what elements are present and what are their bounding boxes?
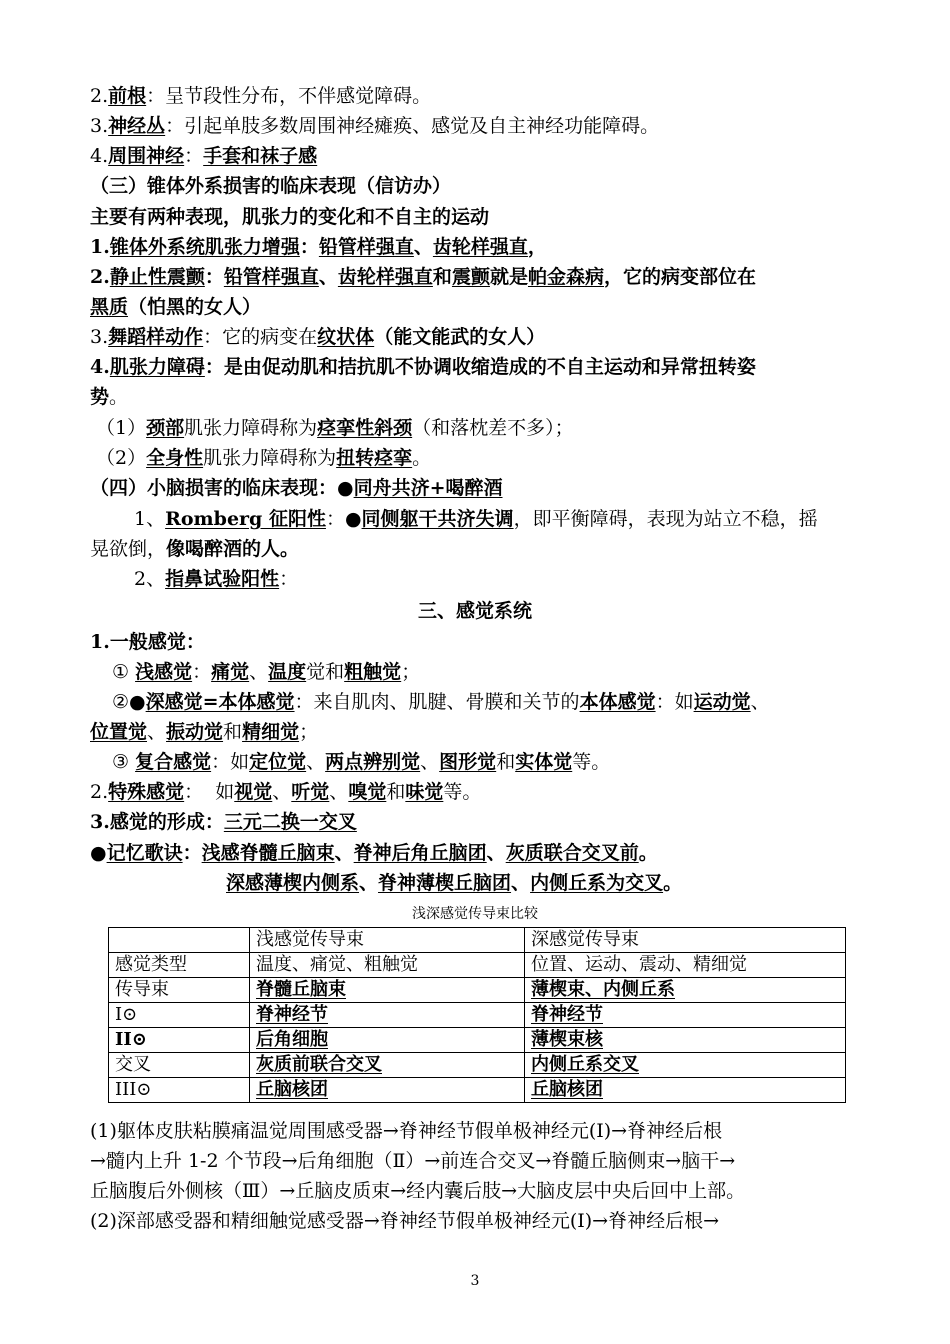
line-dystonia-cont: 势。 <box>90 386 129 408</box>
table-cell: 脊神经节 <box>250 1003 525 1028</box>
term: 神经丛 <box>108 115 166 137</box>
table-row <box>109 978 846 1003</box>
term: 手套和袜子感 <box>203 145 318 167</box>
table-header-cell <box>109 928 250 953</box>
line-resting-tremor: 2.静止性震颤：铅管样强直、齿轮样强直和震颤就是帕金森病，它的病变部位在 <box>90 266 756 288</box>
table-cell: 薄楔束、内侧丘系 <box>525 978 846 1003</box>
table-cell: 感觉类型 <box>109 953 250 978</box>
table-cell: II⊙ <box>109 1028 250 1053</box>
line-dystonia: 4.肌张力障碍：是由促动肌和拮抗肌不协调收缩造成的不自主运动和异常扭转姿 <box>90 356 756 378</box>
paragraph-line: (2)深部感受器和精细触觉感受器→脊神经节假单极神经元(I)→脊神经后根→ <box>90 1210 720 1232</box>
table-cell: 内侧丘系交叉 <box>525 1053 846 1078</box>
line-torticollis: （1）颈部肌张力障碍称为痉挛性斜颈（和落枕差不多）； <box>96 417 574 439</box>
line-special-sensation: 2.特殊感觉： 如视觉、听觉、嗅觉和味觉等。 <box>90 781 482 803</box>
line-romberg: 1、Romberg 征阳性：●同侧躯干共济失调，即平衡障碍，表现为站立不稳，摇 <box>134 508 818 530</box>
table-cell: 薄楔束核 <box>525 1028 846 1053</box>
table-header-cell: 深感觉传导束 <box>525 928 846 953</box>
table-cell: 传导束 <box>109 978 250 1003</box>
table-cell: 脊髓丘脑束 <box>250 978 525 1003</box>
table-row <box>109 1028 846 1053</box>
line-deep-cont: 位置觉、振动觉和精细觉； <box>90 721 319 743</box>
section-heading-cerebellum: （四）小脑损害的临床表现：●同舟共济+喝醉酒 <box>90 477 503 499</box>
page-number: 3 <box>470 1273 480 1289</box>
table-cell: III⊙ <box>109 1078 250 1103</box>
table-row <box>109 1078 846 1103</box>
section-heading-extrapyramidal: （三）锥体外系损害的临床表现（信访办） <box>90 175 452 197</box>
line-peripheral-nerve: 4.周围神经：手套和袜子感 <box>90 145 318 167</box>
term: 周围神经 <box>108 145 185 167</box>
line-compound: ③ 复合感觉：如定位觉、两点辨别觉、图形觉和实体觉等。 <box>112 751 611 773</box>
table-cell: 温度、痛觉、粗触觉 <box>250 953 525 978</box>
table-cell: 交叉 <box>109 1053 250 1078</box>
table-cell: 丘脑核团 <box>250 1078 525 1103</box>
line-substantia-nigra: 黑质（怕黑的女人） <box>90 296 262 318</box>
paragraph-line: (1)躯体皮肤粘膜痛温觉周围感受器→脊神经节假单极神经元(I)→脊神经后根 <box>90 1120 723 1142</box>
table-header-cell: 浅感觉传导束 <box>250 928 525 953</box>
table-caption: 浅深感觉传导束比较 <box>412 906 538 922</box>
paragraph-line: →髓内上升 1-2 个节段→后角细胞（Ⅱ）→前连合交叉→脊髓丘脑侧束→脑干→ <box>90 1150 736 1172</box>
line-romberg-cont: 晃欲倒，像喝醉酒的人。 <box>90 538 300 560</box>
line-plexus: 3.神经丛：引起单肢多数周围神经瘫痪、感觉及自主神经功能障碍。 <box>90 115 660 137</box>
table-row <box>109 1003 846 1028</box>
section-title-sensory: 三、感觉系统 <box>417 600 532 622</box>
line-mnemonic: ●记忆歌诀：浅感脊髓丘脑束、脊神后角丘脑团、灰质联合交叉前。 <box>90 842 658 864</box>
table-cell: 后角细胞 <box>250 1028 525 1053</box>
table-cell: 灰质前联合交叉 <box>250 1053 525 1078</box>
line-superficial: ① 浅感觉：痛觉、温度觉和粗触觉； <box>112 661 421 683</box>
line-mnemonic-cont: 深感薄楔内侧系、脊神薄楔丘脑团、内侧丘系为交叉。 <box>226 872 683 894</box>
line-increased-tone: 1.锥体外系统肌张力增强：铅管样强直、齿轮样强直， <box>90 236 547 258</box>
line-anterior-root: 2.前根：呈节段性分布，不伴感觉障碍。 <box>90 85 432 107</box>
line-intro: 主要有两种表现，肌张力的变化和不自主的运动 <box>90 206 490 228</box>
table-cell: I⊙ <box>109 1003 250 1028</box>
table-cell: 丘脑核团 <box>525 1078 846 1103</box>
line-chorea: 3.舞蹈样动作：它的病变在纹状体（能文能武的女人） <box>90 326 546 348</box>
line-deep: ②●深感觉=本体感觉：来自肌肉、肌腱、骨膜和关节的本体感觉：如运动觉、 <box>112 691 770 713</box>
comparison-table <box>108 927 846 1103</box>
line-torsion-spasm: （2）全身性肌张力障碍称为扭转痉挛。 <box>96 447 432 469</box>
table-cell: 脊神经节 <box>525 1003 846 1028</box>
line-finger-nose: 2、指鼻试验阳性： <box>134 568 299 590</box>
line-formation: 3.感觉的形成：三元二换一交叉 <box>90 811 357 833</box>
line-general-sensation: 1.一般感觉： <box>90 631 205 653</box>
table-cell: 位置、运动、震动、精细觉 <box>525 953 846 978</box>
table-row <box>109 1053 846 1078</box>
term: 前根 <box>108 85 147 107</box>
table-header-row <box>109 928 846 953</box>
table-row <box>109 953 846 978</box>
paragraph-line: 丘脑腹后外侧核（Ⅲ）→丘脑皮质束→经内囊后肢→大脑皮层中央后回中上部。 <box>90 1180 746 1202</box>
